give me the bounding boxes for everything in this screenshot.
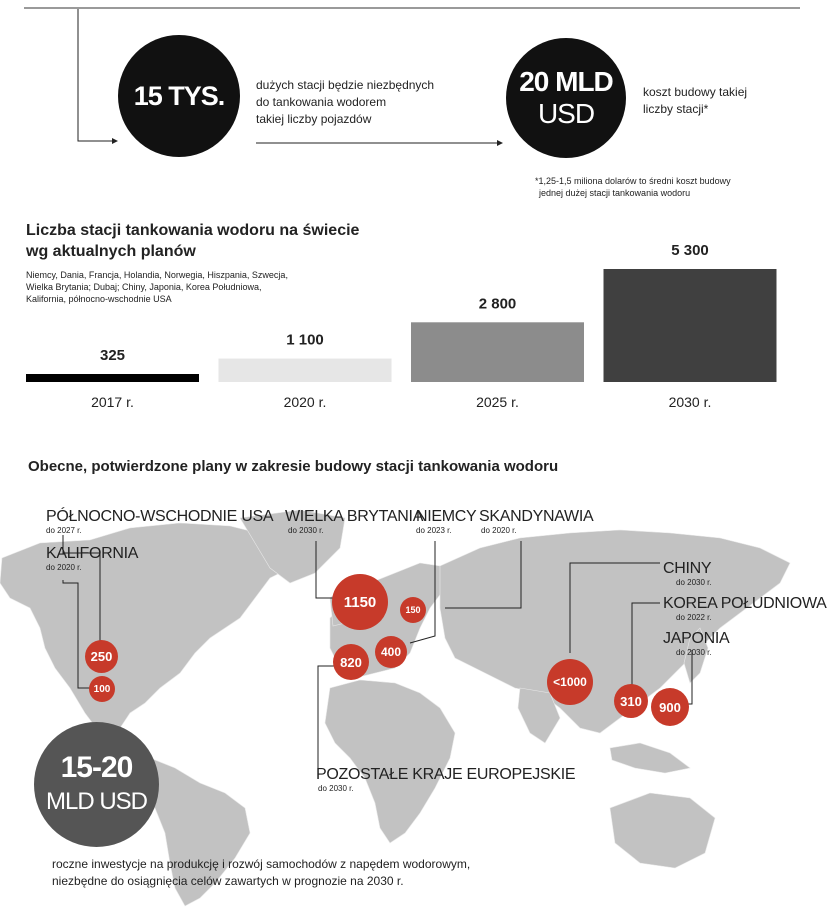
investment-text <box>52 856 470 890</box>
bubble-germany: 400 <box>375 636 407 668</box>
region-name: CHINY <box>663 560 712 577</box>
stat-cost-text-line: koszt budowy takiej <box>643 85 748 99</box>
bubble-other-europe: 820 <box>333 644 369 680</box>
region-name: PÓŁNOCNO-WSCHODNIE USA <box>46 508 274 525</box>
region-label-china <box>663 560 712 588</box>
stat-stations-value: 15 TYS. <box>133 80 225 111</box>
footnote-line: jednej dużej stacji tankowania wodoru <box>539 188 691 198</box>
investment-text-line: roczne inwestycje na produkcję i rozwój samochodów z napędem wodorowym, <box>52 857 471 871</box>
stat-stations-circle <box>118 35 240 157</box>
bar-2025 <box>411 322 584 382</box>
bar-category-label: 2030 r. <box>668 394 712 410</box>
chart-subtitle-line: Kalifornia, północno-wschodnie USA <box>26 294 172 304</box>
region-year: do 2030 r. <box>288 526 324 535</box>
region-year: do 2030 r. <box>676 578 712 587</box>
bar-category-label: 2020 r. <box>283 394 327 410</box>
region-name: WIELKA BRYTANIA <box>285 508 424 525</box>
bar-value-label: 1 100 <box>286 331 324 349</box>
bar-category-label: 2025 r. <box>476 394 519 410</box>
region-label-scandinavia <box>479 508 593 536</box>
investment-value-line1: 15-20 <box>60 750 133 784</box>
bubble-china: <1000 <box>547 659 593 705</box>
region-label-uk <box>285 508 423 536</box>
region-label-california <box>46 545 138 573</box>
region-year: do 2030 r. <box>318 784 354 793</box>
region-label-other-europe <box>316 766 575 794</box>
map-title: Obecne, potwierdzone plany w zakresie budowy stacji tankowania wodoru <box>28 458 559 475</box>
stat-cost-text-line: liczby stacji* <box>643 102 709 116</box>
region-name: POZOSTAŁE KRAJE EUROPEJSKIE <box>316 766 576 783</box>
bar-2020 <box>219 359 392 382</box>
investment-text-line: niezbędne do osiągnięcia celów zawartych w prognozie na 2030 r. <box>52 874 404 888</box>
bar-category-label: 2017 r. <box>91 394 134 410</box>
stat-cost-value-line2: USD <box>537 98 595 129</box>
region-name: NIEMCY <box>416 508 477 525</box>
region-label-korea <box>663 595 827 623</box>
bar-chart <box>0 225 800 425</box>
region-name: JAPONIA <box>663 630 730 647</box>
region-year: do 2020 r. <box>46 563 82 572</box>
chart-title-line: wg aktualnych planów <box>26 243 196 260</box>
region-year: do 2023 r. <box>416 526 452 535</box>
bar-2030 <box>604 269 777 382</box>
bar-value-label: 325 <box>99 347 126 364</box>
investment-value-line2: MLD USD <box>45 787 147 815</box>
chart-subtitle-line: Wielka Brytania; Dubaj; Chiny, Japonia, Korea Południowa, <box>26 282 262 292</box>
stat-stations-text-line: takiej liczby pojazdów <box>256 112 372 126</box>
stat-stations-text-line: do tankowania wodorem <box>256 95 387 109</box>
investment-circle <box>34 722 159 847</box>
chart-subtitle-line: Niemcy, Dania, Francja, Holandia, Norwegia, Hiszpania, Szwecja, <box>26 270 288 280</box>
chart-title-line: Liczba stacji tankowania wodoru na świecie <box>26 222 360 239</box>
region-name: KALIFORNIA <box>46 545 139 562</box>
region-year: do 2027 r. <box>46 526 82 535</box>
bubble-korea: 310 <box>614 684 648 718</box>
bubble-uk: 1150 <box>332 574 388 630</box>
bar-value-label: 5 300 <box>671 242 709 259</box>
footnote-line: *1,25-1,5 miliona dolarów to średni koszt budowy <box>535 176 731 186</box>
region-label-germany <box>416 508 476 536</box>
region-label-japan <box>663 630 729 658</box>
region-year: do 2022 r. <box>676 613 712 622</box>
bubble-california: 100 <box>89 676 115 702</box>
region-name: KOREA POŁUDNIOWA <box>663 595 827 612</box>
footnote <box>535 175 731 199</box>
stat-cost-circle <box>506 38 626 158</box>
region-label-ne-usa <box>46 508 273 536</box>
stat-stations-text <box>256 77 434 128</box>
region-year: do 2020 r. <box>481 526 517 535</box>
bubble-california-ne: 250 <box>85 640 118 673</box>
stat-stations-text-line: dużych stacji będzie niezbędnych <box>256 78 435 92</box>
region-year: do 2030 r. <box>676 648 712 657</box>
bubble-scandinavia: 150 <box>400 597 426 623</box>
region-name: SKANDYNAWIA <box>479 508 594 525</box>
stat-cost-text <box>643 84 747 118</box>
stat-cost-value-line1: 20 MLD <box>519 66 613 97</box>
bubble-japan: 900 <box>651 688 689 726</box>
bar-2017 <box>26 374 199 382</box>
bar-value-label: 2 800 <box>478 295 517 313</box>
